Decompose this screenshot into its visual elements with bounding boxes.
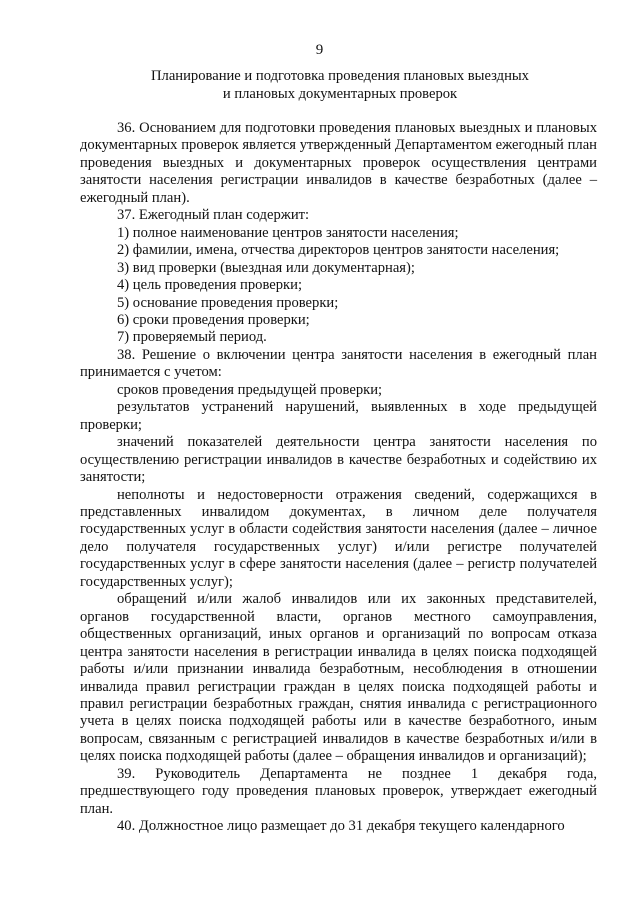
plan-item: 3) вид проверки (выездная или документарная); — [117, 259, 415, 276]
plan-item: 6) сроки проведения проверки; — [117, 311, 310, 328]
section-title — [80, 68, 600, 103]
document-body — [80, 120, 597, 836]
page-number: 9 — [315, 42, 324, 58]
plan-item: 4) цель проведения проверки; — [117, 277, 302, 294]
criterion-item: значений показателей деятельности центра занятости населения по осуществлению регистрации инвалидов в качестве безработных и содействию их занятости; — [80, 434, 597, 486]
paragraph-39: 39. Руководитель Департамента не позднее 1 декабря года, предшествующего году проведения плановых проверок, утверждает ежегодный план. — [80, 765, 597, 817]
plan-item: 7) проверяемый период. — [117, 329, 267, 346]
paragraph-40: 40. Должностное лицо размещает до 31 декабря текущего календарного — [117, 818, 565, 835]
plan-item: 2) фамилии, имена, отчества директоров центров занятости населения; — [117, 242, 560, 259]
paragraph-37: 37. Ежегодный план содержит: — [117, 207, 310, 224]
paragraph-36: 36. Основанием для подготовки проведения плановых выездных и плановых документарных проверок является утвержденный Департаментом ежегодный план проведения выездных и документарных проверок осуществления центрами занятости населения регистрации инвалидов в качестве безработных (далее – ежегодный план). — [80, 120, 597, 206]
section-title-line: Планирование и подготовка проведения плановых выездных — [151, 68, 529, 84]
plan-item: 1) полное наименование центров занятости населения; — [117, 224, 459, 241]
criterion-item: сроков проведения предыдущей проверки; — [117, 381, 383, 398]
criterion-item: результатов устранений нарушений, выявленных в ходе предыдущей проверки; — [80, 399, 597, 433]
paragraph-38: 38. Решение о включении центра занятости населения в ежегодный план принимается с учетом: — [80, 346, 597, 381]
section-title-line: и плановых документарных проверок — [222, 85, 458, 102]
criterion-item: неполноты и недостоверности отражения сведений, содержащихся в представленных инвалидом документах, в личном деле получателя государственных услуг в области содействия занятости населения (далее – личное дело получателя государственных услуг) и/или регистре получателей государственных услуг в сфере занятости населения (далее – регистр получателей государственных услуг); — [80, 486, 597, 590]
criterion-item: обращений и/или жалоб инвалидов или их законных представителей, органов государственной власти, органов местного самоуправления, общественных организаций, иных органов и организаций по вопросам отказа центра занятости населения в регистрации инвалида в целях поиска подходящей работы и/или признании инвалида безработным, несоблюдения в отношении инвалида правил регистрации граждан в целях поиска подходящей работы и правил регистрации безработных граждан, снятия инвалида с регистрационного учета в целях поиска подходящей работы или в качестве безработного, иным вопросам, связанным с регистрацией инвалидов в качестве безработных и/или в целях поиска подходящей работы (далее – обращения инвалидов и организаций); — [80, 591, 597, 765]
plan-item: 5) основание проведения проверки; — [117, 294, 339, 311]
